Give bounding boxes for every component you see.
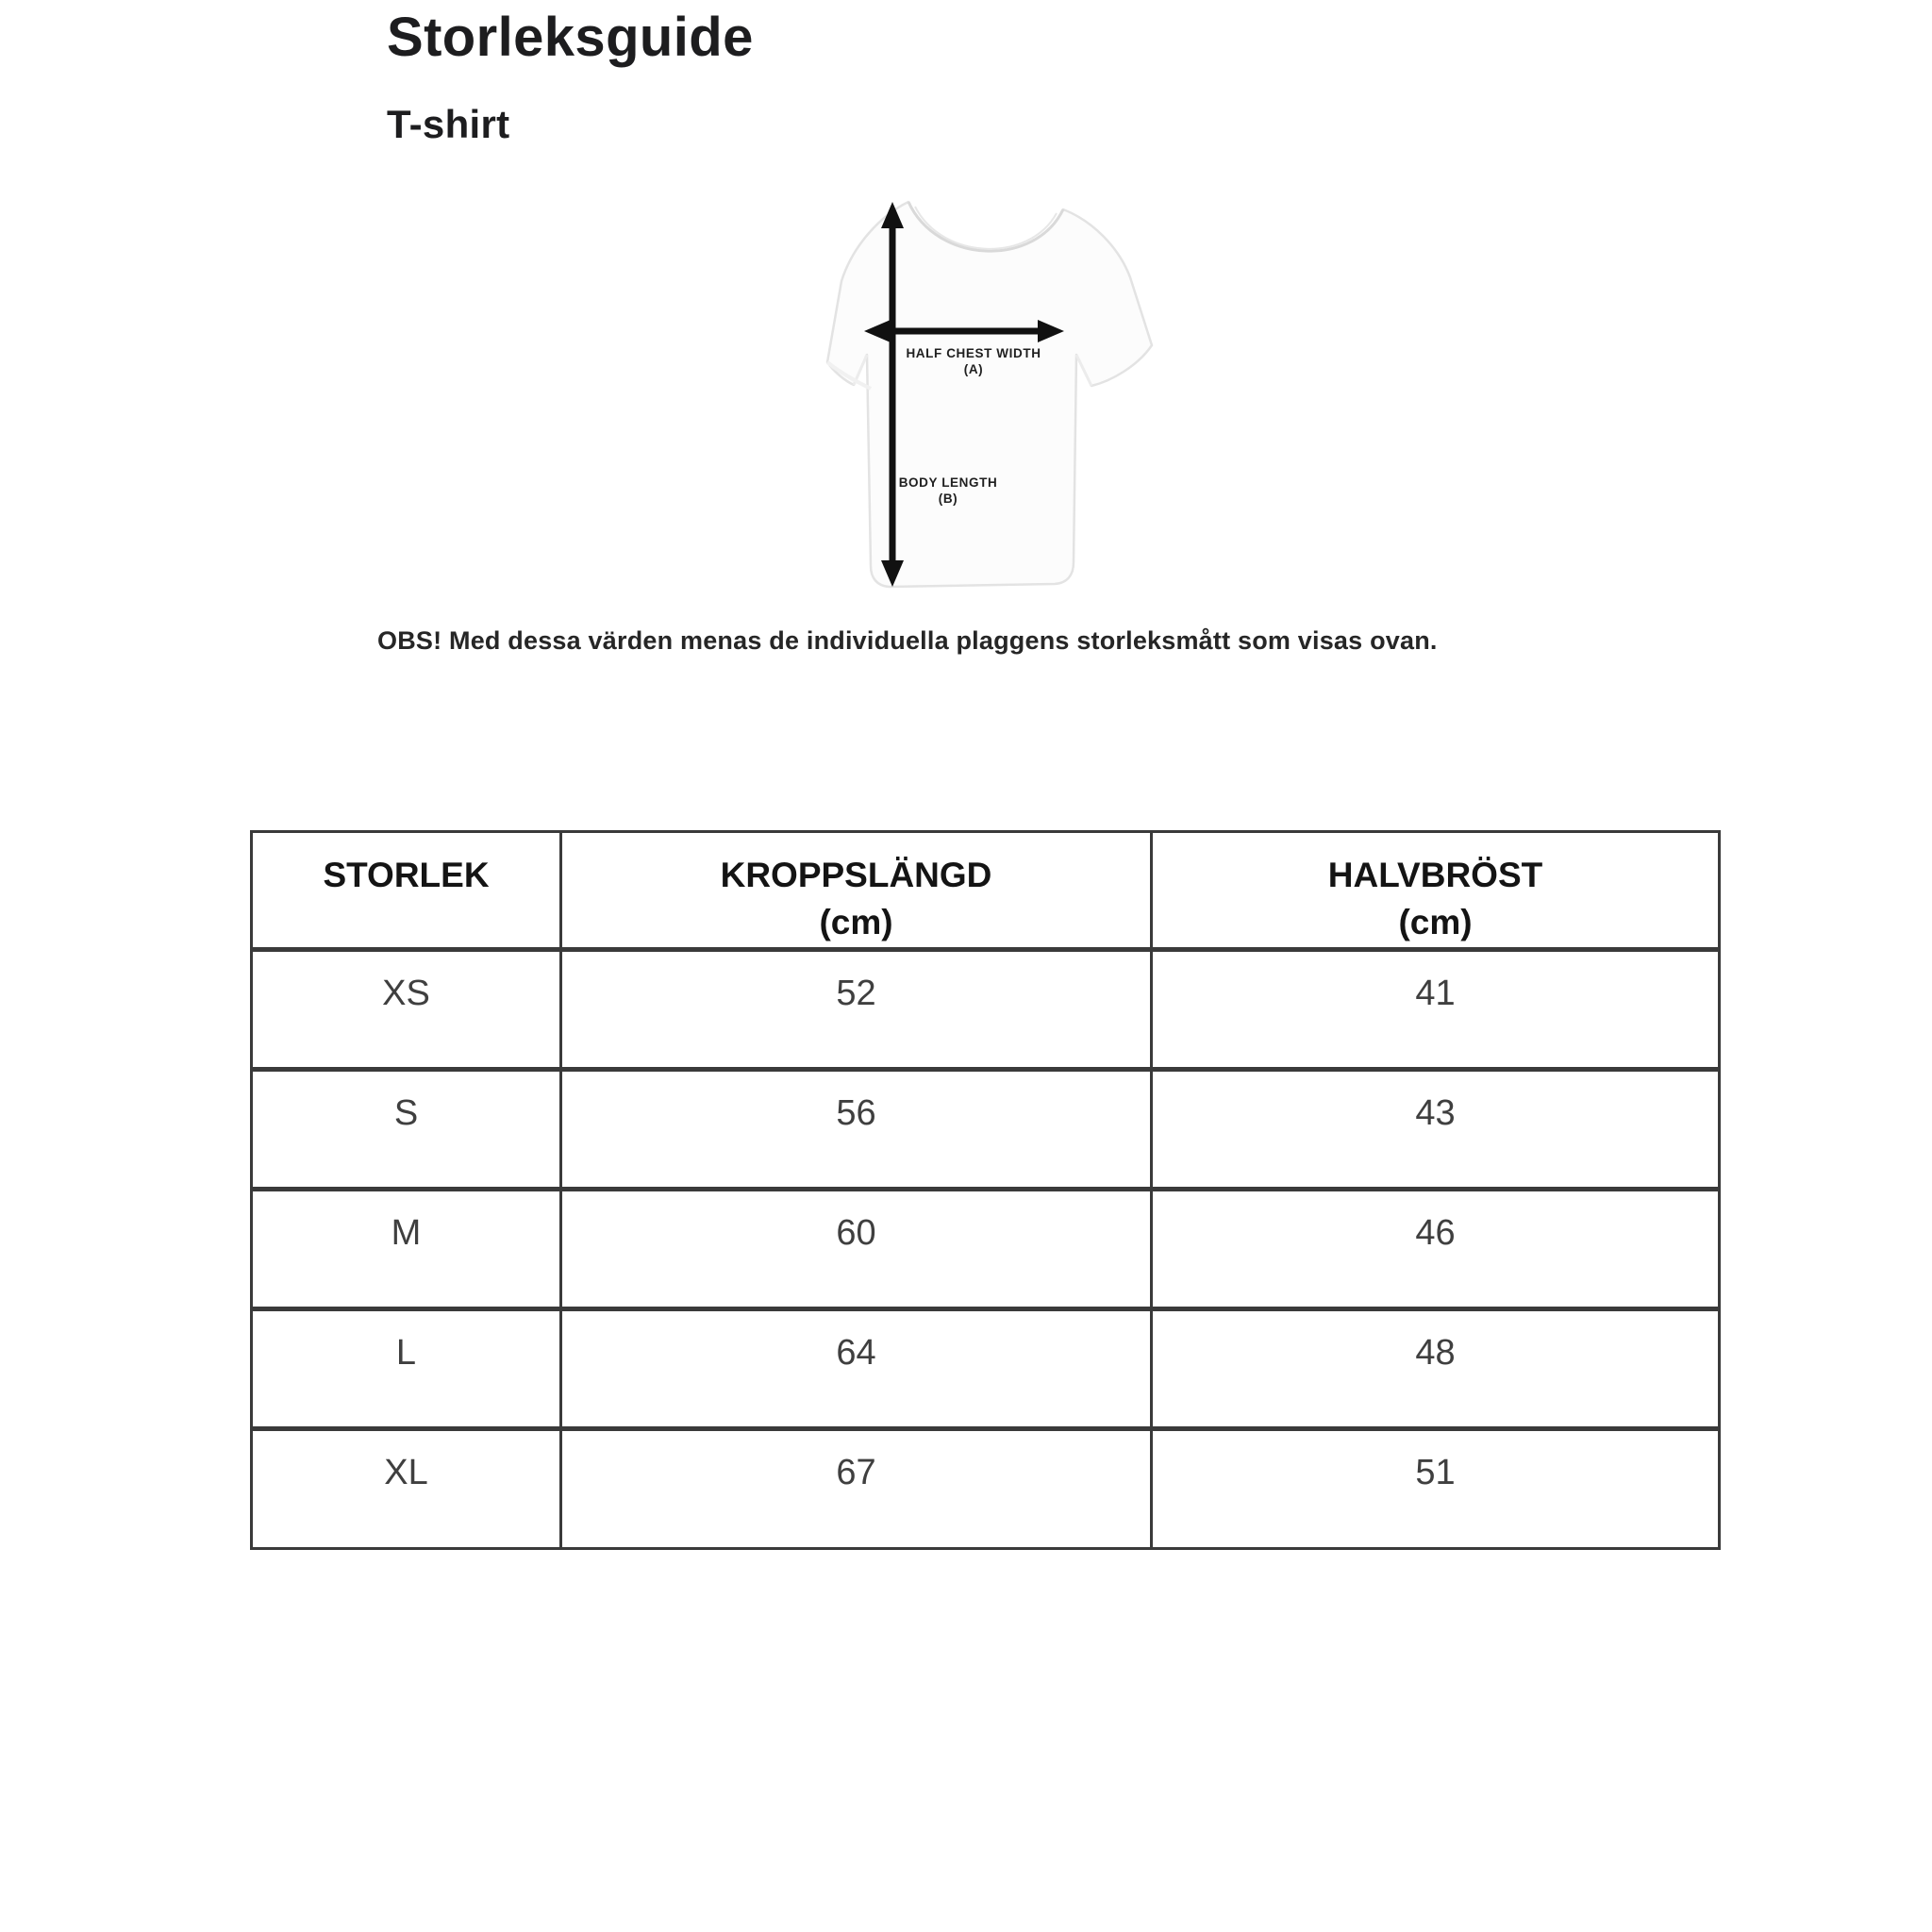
column-header-kroppslangd [561, 832, 1152, 950]
half-chest-ref: (A) [963, 362, 984, 376]
body-length-cell: 52 [561, 949, 1152, 1069]
page-title: Storleksguide [387, 7, 754, 68]
body-length-cell: 60 [561, 1189, 1152, 1308]
tshirt-image [827, 202, 1152, 587]
column-header-unit: (cm) [1398, 902, 1473, 941]
measurement-note: OBS! Med dessa värden menas de individuella plaggens storleksmått som visas ovan. [377, 626, 1438, 655]
tshirt-measurement-diagram [811, 187, 1170, 602]
half-chest-cell: 51 [1152, 1428, 1720, 1548]
size-cell: M [252, 1189, 561, 1308]
body-length-label: BODY LENGTH [898, 475, 998, 490]
body-length-cell: 56 [561, 1069, 1152, 1189]
table-row [252, 1069, 1720, 1189]
column-header-halvbrost [1152, 832, 1720, 950]
half-chest-cell: 48 [1152, 1308, 1720, 1428]
half-chest-cell: 43 [1152, 1069, 1720, 1189]
table-row [252, 1428, 1720, 1548]
table-row [252, 949, 1720, 1069]
column-header-unit: (cm) [819, 902, 893, 941]
table-row [252, 1189, 1720, 1308]
column-header-label: KROPPSLÄNGD [720, 856, 992, 894]
table-row [252, 1308, 1720, 1428]
size-cell: S [252, 1069, 561, 1189]
body-length-cell: 67 [561, 1428, 1152, 1548]
body-length-ref: (B) [938, 491, 958, 506]
size-table [250, 830, 1721, 1550]
product-type-label: T-shirt [387, 102, 510, 146]
table-header-row [252, 832, 1720, 950]
tshirt-diagram-svg [811, 187, 1170, 602]
body-length-cell: 64 [561, 1308, 1152, 1428]
half-chest-cell: 46 [1152, 1189, 1720, 1308]
half-chest-label: HALF CHEST WIDTH [906, 346, 1041, 360]
size-cell: L [252, 1308, 561, 1428]
size-cell: XL [252, 1428, 561, 1548]
size-cell: XS [252, 949, 561, 1069]
column-header-storlek [252, 832, 561, 950]
column-header-label: STORLEK [323, 856, 490, 894]
column-header-label: HALVBRÖST [1327, 856, 1543, 894]
half-chest-cell: 41 [1152, 949, 1720, 1069]
